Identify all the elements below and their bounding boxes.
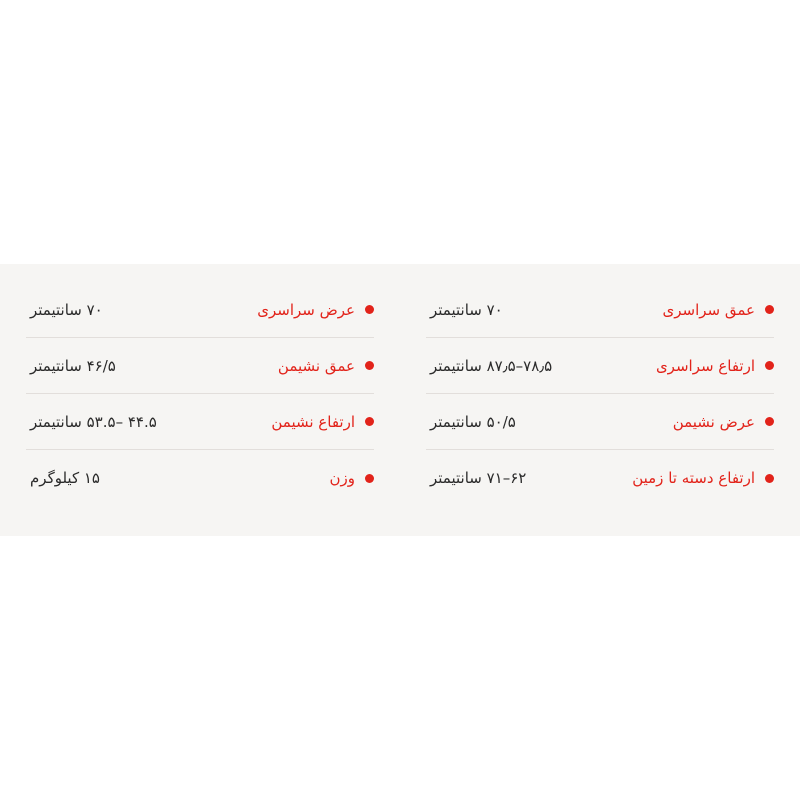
spec-value: ۴۴.۵ –۵۳.۵ سانتیمتر <box>30 412 157 431</box>
bullet-icon <box>365 474 374 483</box>
spec-row <box>26 394 374 450</box>
bullet-icon <box>765 474 774 483</box>
bullet-icon <box>765 417 774 426</box>
specifications-panel <box>0 264 800 536</box>
spec-value: ۷۰ سانتیمتر <box>30 300 103 319</box>
spec-row <box>26 450 374 506</box>
spec-label: عرض سراسری <box>257 300 355 319</box>
bullet-icon <box>365 417 374 426</box>
spec-value: ۵۰/۵ سانتیمتر <box>430 412 516 431</box>
spec-label: ارتفاع نشیمن <box>271 412 355 431</box>
spec-value: ۷۸٫۵–۸۷٫۵ سانتیمتر <box>430 356 553 375</box>
spec-column-right <box>400 282 800 506</box>
spec-value: ۴۶/۵ سانتیمتر <box>30 356 116 375</box>
spec-row <box>26 282 374 338</box>
spec-label: وزن <box>329 469 355 487</box>
spec-row <box>426 338 774 394</box>
spec-row <box>426 282 774 338</box>
bullet-icon <box>365 305 374 314</box>
spec-row <box>26 338 374 394</box>
spec-label: ارتفاع سراسری <box>655 356 755 375</box>
spec-label: عمق نشیمن <box>277 356 355 375</box>
spec-column-left <box>0 282 400 506</box>
spec-value: ۷۰ سانتیمتر <box>430 300 503 319</box>
bullet-icon <box>765 305 774 314</box>
spec-value: ۱۵ کیلوگرم <box>30 469 100 487</box>
bullet-icon <box>765 361 774 370</box>
bullet-icon <box>365 361 374 370</box>
spec-row <box>426 394 774 450</box>
specifications-grid <box>0 282 800 506</box>
spec-label: عرض نشیمن <box>672 412 755 431</box>
spec-row <box>426 450 774 506</box>
spec-label: ارتفاع دسته تا زمین <box>632 469 755 487</box>
spec-value: ۶۲–۷۱ سانتیمتر <box>430 469 527 487</box>
spec-label: عمق سراسری <box>662 300 755 319</box>
